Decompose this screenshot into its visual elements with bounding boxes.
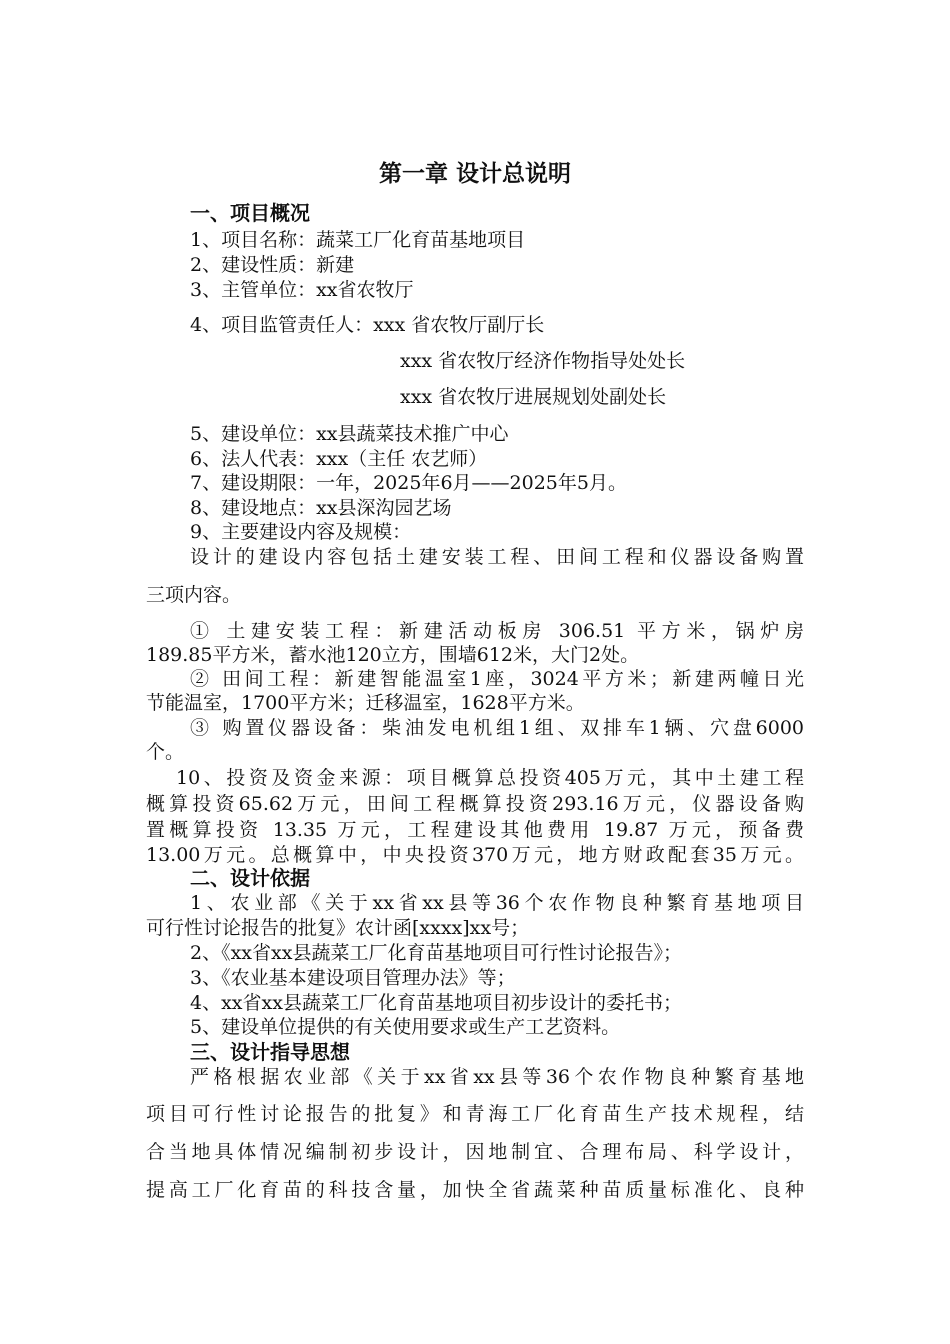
project-name-line: 1、项目名称：蔬菜工厂化育苗基地项目 — [190, 229, 526, 251]
location-line: 8、建设地点：xx县深沟园艺场 — [190, 497, 452, 519]
basis-item-3: 3、《农业基本建设项目管理办法》等； — [190, 967, 516, 989]
guiding-line-2: 项目可行性讨论报告的批复》和青海工厂化育苗生产技术规程，结 — [146, 1103, 804, 1125]
basis-item-2: 2、《xx省xx县蔬菜工厂化育苗基地项目可行性讨论报告》； — [190, 942, 682, 964]
scope-paragraph-line-2: 三项内容。 — [146, 584, 242, 606]
basis-item-5: 5、建设单位提供的有关使用要求或生产工艺资料。 — [190, 1016, 621, 1038]
scope-heading-line: 9、主要建设内容及规模： — [190, 521, 412, 543]
funding-line-4: 13.00万元。总概算中，中央投资370万元，地方财政配套35万元。 — [146, 844, 804, 866]
item-civil-line-1: ① 土建安装工程：新建活动板房 306.51 平方米，锅炉房 — [190, 620, 804, 642]
authority-line: 3、主管单位：xx省农牧厅 — [190, 279, 414, 301]
chapter-title: 第一章 设计总说明 — [378, 161, 571, 187]
item-equipment-line-1: ③ 购置仪器设备：柴油发电机组1组、双排车1辆、穴盘6000 — [190, 717, 804, 739]
supervisor-line: 4、项目监管责任人：xxx 省农牧厅副厅长 — [190, 314, 545, 336]
guiding-line-3: 合当地具体情况编制初步设计，因地制宜、合理布局、科学设计， — [146, 1141, 804, 1163]
guiding-line-1: 严格根据农业部《关于xx省xx县等36个农作物良种繁育基地 — [190, 1066, 804, 1088]
guiding-line-4: 提高工厂化育苗的科技含量，加快全省蔬菜种苗质量标准化、良种 — [146, 1179, 804, 1201]
supervisor-line-2: xxx 省农牧厅经济作物指导处处长 — [400, 350, 686, 372]
builder-line: 5、建设单位：xx县蔬菜技术推广中心 — [190, 423, 509, 445]
section-heading-guiding: 三、设计指导思想 — [190, 1040, 350, 1064]
supervisor-line-3: xxx 省农牧厅进展规划处副处长 — [400, 386, 667, 408]
period-line: 7、建设期限：一年，2025年6月——2025年5月。 — [190, 472, 627, 494]
item-equipment-line-2: 个。 — [146, 741, 185, 763]
construction-nature-line: 2、建设性质：新建 — [190, 254, 355, 276]
funding-line-2: 概算投资65.62万元，田间工程概算投资293.16万元，仪器设备购 — [146, 793, 804, 815]
item-field-line-2: 节能温室，1700平方米；迁移温室，1628平方米。 — [146, 692, 585, 714]
scope-paragraph-line-1: 设计的建设内容包括土建安装工程、田间工程和仪器设备购置 — [190, 546, 804, 568]
legal-rep-line: 6、法人代表：xxx（主任 农艺师） — [190, 448, 488, 470]
item-field-line-1: ② 田间工程：新建智能温室1座，3024平方米；新建两幢日光 — [190, 668, 804, 690]
basis-item-1-line-1: 1、农业部《关于xx省xx县等36个农作物良种繁育基地项目 — [190, 892, 804, 914]
item-civil-line-2: 189.85平方米，蓄水池120立方，围墙612米，大门2处。 — [146, 644, 640, 666]
funding-line-1: 10、投资及资金来源：项目概算总投资405万元，其中土建工程 — [176, 767, 804, 789]
basis-item-1-line-2: 可行性讨论报告的批复》农计函[xxxx]xx号； — [146, 917, 530, 939]
section-heading-overview: 一、项目概况 — [190, 201, 310, 225]
funding-line-3: 置概算投资 13.35 万元，工程建设其他费用 19.87 万元，预备费 — [146, 819, 804, 841]
basis-item-4: 4、xx省xx县蔬菜工厂化育苗基地项目初步设计的委托书； — [190, 992, 682, 1014]
section-heading-basis: 二、设计依据 — [190, 866, 310, 890]
